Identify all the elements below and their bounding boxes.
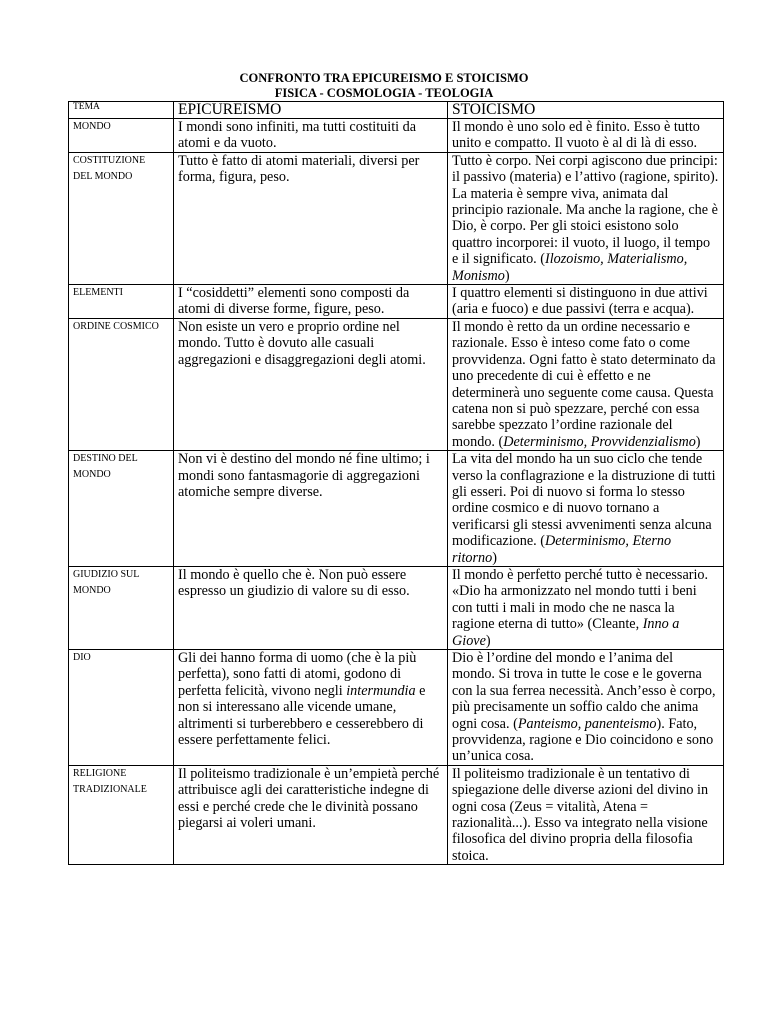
cell-text: ) (695, 433, 701, 450)
stoicismo-cell (448, 152, 724, 284)
epicureismo-cell (174, 451, 448, 567)
theme-line: MONDO (73, 469, 111, 481)
theme-line: DEL MONDO (73, 170, 133, 182)
theme-line: DESTINO DEL (73, 453, 138, 465)
cell-text: ). Fato, provvidenza, ragione e Dio coincidono e sono un’unica cosa. (452, 715, 714, 765)
table-header-row (69, 102, 724, 119)
row-theme (69, 451, 174, 567)
stoicismo-cell (448, 285, 724, 319)
table-row (69, 451, 724, 567)
theme-line: GIUDIZIO SUL (73, 568, 140, 580)
row-theme (69, 650, 174, 766)
document-title: CONFRONTO TRA EPICUREISMO E STOICISMO (239, 71, 529, 85)
row-theme (69, 765, 174, 864)
stoicismo-cell (448, 318, 724, 450)
epicureismo-cell (174, 318, 448, 450)
stoicismo-cell (448, 765, 724, 864)
stoicismo-cell (448, 566, 724, 649)
cell-text: Il mondo è quello che è. Non può essere espresso un giudizio di valore su di esso. (178, 566, 410, 600)
row-theme (69, 119, 174, 153)
italic-term: Determinismo, Provvidenzialismo (503, 433, 696, 450)
stoicismo-cell (448, 451, 724, 567)
cell-text: ) (485, 632, 491, 649)
cell-text: Il politeismo tradizionale è un tentativo di spiegazione delle diverse azioni del divino in ogni cosa (Zeus = vitalità, Atena = razionalità...). Esso va integrato nella visione filosofica del divino propria della filosofia stoica. (452, 765, 709, 864)
cell-text: Gli dei hanno forma di uomo (che è la più perfetta), sono fatti di atomi, godono di perfetta felicità, vivono negli (178, 650, 417, 699)
italic-term: Ilozoismo, Materialismo, Monismo (452, 251, 688, 284)
row-theme (69, 285, 174, 319)
table-row (69, 765, 724, 864)
theme-line: RELIGIONE (73, 767, 127, 779)
italic-term: Panteismo, panenteismo (517, 715, 657, 732)
cell-text: Tutto è fatto di atomi materiali, diversi per forma, figura, peso. (178, 152, 420, 186)
theme-line: ORDINE COSMICO (73, 320, 159, 332)
theme-line: DIO (73, 652, 91, 663)
table-row (69, 152, 724, 284)
table-row (69, 119, 724, 153)
stoicismo-cell (448, 650, 724, 766)
row-theme (69, 318, 174, 450)
italic-term: Determinismo, Eterno ritorno (452, 533, 672, 566)
epicureismo-cell (174, 566, 448, 649)
epicureismo-cell (174, 285, 448, 319)
theme-line: ELEMENTI (73, 287, 123, 299)
theme-line: MONDO (73, 584, 111, 596)
italic-term: intermundia (346, 682, 416, 699)
table-row (69, 650, 724, 766)
cell-text: La vita del mondo ha un suo ciclo che tende verso la conflagrazione e la distruzione di tutti gli esseri. Poi di nuovo si forma lo stesso ordine cosmico e di nuovo tornano a verificarsi gli stessi avvenimenti senza alcuna modificazione. ( (452, 451, 716, 550)
table-row (69, 318, 724, 450)
comparison-table (68, 101, 724, 865)
document-header (68, 71, 700, 100)
epicureismo-cell (174, 152, 448, 284)
theme-line: MONDO (73, 121, 111, 132)
italic-term: Inno a Giove (452, 616, 680, 649)
document-subtitle: FISICA - COSMOLOGIA - TEOLOGIA (274, 85, 494, 100)
cell-text: I quattro elementi si distinguono in due attivi (aria e fuoco) e due passivi (terra e acqua). (452, 285, 708, 318)
header-stoicismo: STOICISMO (448, 102, 724, 119)
stoicismo-cell (448, 119, 724, 153)
cell-text: I mondi sono infiniti, ma tutti costituiti da atomi e da vuoto. (178, 119, 417, 152)
cell-text: Tutto è corpo. Nei corpi agiscono due principi: il passivo (materia) e l’attivo (ragione, spirito). La materia è sempre viva, animata dal principio razionale. Ma anche la ragione, che è Dio, è corpo. Per gli stoici esistono solo quattro incorporei: il vuoto, il luogo, il tempo e il significato. ( (452, 152, 719, 268)
header-tema: TEMA (69, 102, 174, 119)
cell-text: Il politeismo tradizionale è un’empietà perché attribuisce agli dei caratteristiche indegne di essi e perché crede che le divinità possano piegarsi ai voleri umani. (178, 765, 440, 832)
cell-text: Non esiste un vero e proprio ordine nel mondo. Tutto è dovuto alle casuali aggregazioni e disaggregazioni degli atomi. (178, 318, 426, 368)
table-row (69, 285, 724, 319)
epicureismo-cell (174, 119, 448, 153)
header-epicureismo: EPICUREISMO (174, 102, 448, 119)
cell-text: Il mondo è retto da un ordine necessario e razionale. Esso è inteso come fato o come provvidenza. Ogni fatto è stato determinato da uno precedente di cui è effetto e ne determinerà uno seguente come causa. Questa catena non si può spezzare, perché con essa sarebbe spezzato l’ordine razionale del mondo. ( (452, 318, 716, 450)
cell-text: Il mondo è uno solo ed è finito. Esso è tutto unito e compatto. Il vuoto è al di là di esso. (452, 119, 700, 152)
epicureismo-cell (174, 765, 448, 864)
theme-line: COSTITUZIONE (73, 154, 146, 166)
epicureismo-cell (174, 650, 448, 766)
table-body (69, 119, 724, 865)
cell-text: ) (492, 549, 497, 566)
cell-text: Il mondo è perfetto perché tutto è necessario. «Dio ha armonizzato nel mondo tutti i beni con tutti i mali in modo che ne nasca la ragione eterna di tutto» (Cleante, (452, 566, 709, 633)
row-theme (69, 152, 174, 284)
table-row (69, 566, 724, 649)
cell-text: I “cosiddetti” elementi sono composti da atomi di diverse forme, figure, peso. (178, 285, 410, 318)
cell-text: e non si interessano alle vicende umane, altrimenti si turberebbero e cesserebbero di essere perfettamente felici. (178, 682, 426, 749)
cell-text: Dio è l’ordine del mondo e l’anima del mondo. Si trova in tutte le cose e le governa con la sua ferrea necessità. Anch’esso è corpo, più precisamente un soffio caldo che anima ogni cosa. ( (452, 650, 716, 732)
cell-text: Non vi è destino del mondo né fine ultimo; i mondi sono fantasmagorie di aggregazioni atomiche sempre diverse. (178, 451, 430, 500)
row-theme (69, 566, 174, 649)
cell-text: ) (504, 267, 510, 284)
theme-line: TRADIZIONALE (73, 783, 147, 795)
